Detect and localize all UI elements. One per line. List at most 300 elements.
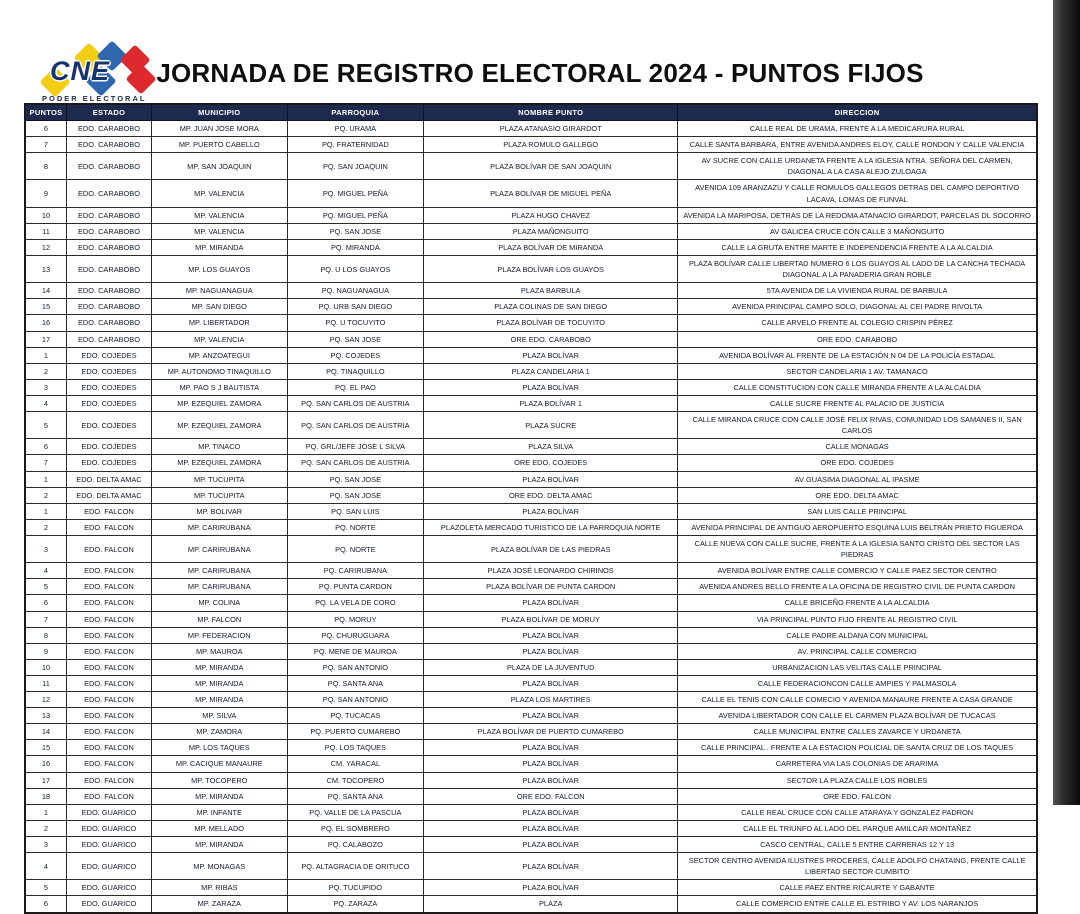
table-row — [25, 675, 1037, 691]
puntos-fijos-table — [24, 103, 1038, 914]
table-row — [25, 439, 1037, 455]
cell-parroquia: PQ. MIRANDA — [287, 239, 424, 255]
cell-parroquia: PQ. SANTA ANA — [287, 675, 424, 691]
cell-puntos: 10 — [25, 207, 66, 223]
table-row — [25, 595, 1037, 611]
cell-municipio: MP. ZARAZA — [151, 896, 287, 913]
cell-direccion: ORE EDO. COJEDES — [678, 455, 1037, 471]
cell-direccion: AVENIDA ANDRES BELLO FRENTE A LA OFICINA DE REGISTRO CIVIL DE PUNTA CARDON — [678, 579, 1037, 595]
cell-nombre-punto: ORE EDO. COJEDES — [424, 455, 678, 471]
table-row — [25, 255, 1037, 282]
cell-parroquia: PQ. MORUY — [287, 611, 424, 627]
cell-estado: EDO. DELTA AMAC — [66, 487, 151, 503]
cell-nombre-punto: PLAZA BOLÍVAR — [424, 756, 678, 772]
cell-municipio: MP. RIBAS — [151, 880, 287, 896]
table-row — [25, 503, 1037, 519]
cell-direccion: AVENIDA BOLÍVAR AL FRENTE DE LA ESTACIÓN N 04 DE LA POLICÍA ESTADAL — [678, 347, 1037, 363]
cell-nombre-punto: PLAZA HUGO CHAVEZ — [424, 207, 678, 223]
cell-municipio: MP. VALENCIA — [151, 180, 287, 207]
cell-direccion: SECTOR LA PLAZA CALLE LOS ROBLES — [678, 772, 1037, 788]
cell-nombre-punto: PLAZA BOLÍVAR — [424, 708, 678, 724]
cell-municipio: MP. MIRANDA — [151, 659, 287, 675]
cell-municipio: MP. VALENCIA — [151, 223, 287, 239]
table-row — [25, 837, 1037, 853]
cell-puntos: 1 — [25, 503, 66, 519]
cell-parroquia: PQ. EL PAO — [287, 379, 424, 395]
table-row — [25, 708, 1037, 724]
cell-estado: EDO. CARABOBO — [66, 121, 151, 137]
cell-direccion: CALLE NUEVA CON CALLE SUCRE, FRENTE A LA IGLESIA SANTO CRISTO DEL SECTOR LAS PIEDRAS — [678, 535, 1037, 562]
cell-estado: EDO. CARABOBO — [66, 239, 151, 255]
cell-parroquia: PQ. GRL/JEFE JOSE L SILVA — [287, 439, 424, 455]
cell-municipio: MP. CARIRUBANA — [151, 519, 287, 535]
cell-parroquia: PQ. VALLE DE LA PASCUA — [287, 804, 424, 820]
cell-direccion: AVENIDA LIBERTADOR CON CALLE EL CARMEN PLAZA BOLÍVAR DE TUCACAS — [678, 708, 1037, 724]
cell-estado: EDO. CARABOBO — [66, 207, 151, 223]
cell-direccion: AV GUASIMA DIAGONAL AL IPASME — [678, 471, 1037, 487]
table-row — [25, 239, 1037, 255]
cell-puntos: 2 — [25, 519, 66, 535]
cell-puntos: 8 — [25, 153, 66, 180]
cell-direccion: CALLE SANTA BARBARA, ENTRE AVENIDA ANDRES ELOY, CALLE RONDON Y CALLE VALENCIA — [678, 137, 1037, 153]
cell-estado: EDO. GUARICO — [66, 880, 151, 896]
cell-parroquia: PQ. U TOCUYITO — [287, 315, 424, 331]
cell-nombre-punto: PLAZA MAÑONGUITO — [424, 223, 678, 239]
cell-nombre-punto: PLAZA SILVA — [424, 439, 678, 455]
cell-parroquia: PQ. COJEDES — [287, 347, 424, 363]
table-row — [25, 153, 1037, 180]
table-row — [25, 740, 1037, 756]
cell-municipio: MP. VALENCIA — [151, 331, 287, 347]
cell-estado: EDO. FALCON — [66, 708, 151, 724]
cell-municipio: MP. SAN DIEGO — [151, 299, 287, 315]
cell-parroquia: PQ. TUCACAS — [287, 708, 424, 724]
table-row — [25, 692, 1037, 708]
cell-nombre-punto: PLAZA SUCRE — [424, 412, 678, 439]
cell-parroquia: PQ. TINAQUILLO — [287, 363, 424, 379]
table-row — [25, 299, 1037, 315]
cell-nombre-punto: PLAZA DE LA JUVENTUD — [424, 659, 678, 675]
cell-parroquia: PQ. NORTE — [287, 535, 424, 562]
cell-estado: EDO. CARABOBO — [66, 153, 151, 180]
cell-nombre-punto: PLAZA BOLÍVAR — [424, 837, 678, 853]
cell-nombre-punto: PLAZA BOLÍVAR DE MIRANDA — [424, 239, 678, 255]
cell-municipio: MP. SAN JOAQUIN — [151, 153, 287, 180]
cell-parroquia: PQ. NORTE — [287, 519, 424, 535]
cell-direccion: SECTOR CENTRO AVENIDA ILUSTRES PROCERES, CALLE ADOLFO CHATAING, FRENTE CALLE LIBERTAD SECTOR CUMBITO — [678, 853, 1037, 880]
cne-logo-text: CNE — [50, 56, 111, 86]
table-row — [25, 535, 1037, 562]
cell-estado: EDO. COJEDES — [66, 455, 151, 471]
cell-parroquia: PQ. MIGUEL PEÑA — [287, 207, 424, 223]
cell-parroquia: PQ. CARIRUBANA — [287, 563, 424, 579]
cell-estado: EDO. GUARICO — [66, 853, 151, 880]
cell-municipio: MP. CACIQUE MANAURE — [151, 756, 287, 772]
cell-municipio: MP. AUTONOMO TINAQUILLO — [151, 363, 287, 379]
cell-estado: EDO. FALCON — [66, 788, 151, 804]
table-row — [25, 519, 1037, 535]
cell-municipio: MP. PAO S J BAUTISTA — [151, 379, 287, 395]
cell-direccion: AVENIDA 109 ARANZAZU Y CALLE ROMULOS GALLEGOS DETRAS DEL CAMPO DEPORTIVO LACAVA, LOMAS DE FUNVAL — [678, 180, 1037, 207]
cell-direccion: CALLE REAL DE URAMA, FRENTE A LA MEDICARURA RURAL — [678, 121, 1037, 137]
cell-nombre-punto: ORE EDO. DELTA AMAC — [424, 487, 678, 503]
cell-direccion: ORE EDO. CARABOBO — [678, 331, 1037, 347]
cell-puntos: 6 — [25, 595, 66, 611]
cell-direccion: AV GALICEA CRUCE CON CALLE 3 MAÑONGUITO — [678, 223, 1037, 239]
cell-estado: EDO. CARABOBO — [66, 331, 151, 347]
cell-direccion: CALLE MIRANDA CRUCE CON CALLE JOSÉ FELIX RIVAS, COMUNIDAD LOS SAMANES II, SAN CARLOS — [678, 412, 1037, 439]
cell-puntos: 12 — [25, 692, 66, 708]
cell-parroquia: PQ. SANTA ANA — [287, 788, 424, 804]
cell-parroquia: PQ. SAN JOSE — [287, 331, 424, 347]
cell-estado: EDO. GUARICO — [66, 820, 151, 836]
cell-puntos: 7 — [25, 137, 66, 153]
cell-puntos: 1 — [25, 804, 66, 820]
table-row — [25, 643, 1037, 659]
cell-municipio: MP. MIRANDA — [151, 788, 287, 804]
cell-municipio: MP. MAUROA — [151, 643, 287, 659]
table-row — [25, 627, 1037, 643]
cell-nombre-punto: PLAZA BOLÍVAR — [424, 643, 678, 659]
cell-puntos: 14 — [25, 283, 66, 299]
table-row — [25, 804, 1037, 820]
cell-nombre-punto: PLAZA BOLÍVAR — [424, 627, 678, 643]
cell-direccion: CALLE CONSTITUCION CON CALLE MIRANDA FRENTE A LA ALCALDIA — [678, 379, 1037, 395]
table-row — [25, 880, 1037, 896]
cell-parroquia: PQ. ALTAGRACIA DE ORITUCO — [287, 853, 424, 880]
cell-municipio: MP. COLINA — [151, 595, 287, 611]
cell-direccion: SECTOR CANDELARIA 1 AV. TAMANACO — [678, 363, 1037, 379]
cell-direccion: CALLE ARVELO FRENTE AL COLEGIO CRISPIN PÉREZ — [678, 315, 1037, 331]
cell-nombre-punto: PLAZA JOSÉ LEONARDO CHIRINOS — [424, 563, 678, 579]
table-row — [25, 772, 1037, 788]
table-row — [25, 756, 1037, 772]
cell-nombre-punto: PLAZA BOLÍVAR DE SAN JOAQUIN — [424, 153, 678, 180]
cell-puntos: 2 — [25, 820, 66, 836]
cell-municipio: MP. FALCON — [151, 611, 287, 627]
cell-puntos: 2 — [25, 487, 66, 503]
cell-estado: EDO. FALCON — [66, 724, 151, 740]
cell-puntos: 10 — [25, 659, 66, 675]
cell-estado: EDO. FALCON — [66, 579, 151, 595]
cell-direccion: ORE EDO. DELTA AMAC — [678, 487, 1037, 503]
cell-parroquia: PQ. MIGUEL PEÑA — [287, 180, 424, 207]
cell-estado: EDO. FALCON — [66, 595, 151, 611]
cell-estado: EDO. FALCON — [66, 611, 151, 627]
cell-puntos: 16 — [25, 315, 66, 331]
cell-nombre-punto: ORE EDO. FALCON — [424, 788, 678, 804]
cell-estado: EDO. COJEDES — [66, 363, 151, 379]
cell-parroquia: PQ. CALABOZO — [287, 837, 424, 853]
cell-parroquia: PQ. EL SOMBRERO — [287, 820, 424, 836]
cell-puntos: 3 — [25, 379, 66, 395]
cell-puntos: 14 — [25, 724, 66, 740]
cell-municipio: MP. MELLADO — [151, 820, 287, 836]
cell-estado: EDO. FALCON — [66, 535, 151, 562]
cell-nombre-punto: PLAZA CANDELARIA 1 — [424, 363, 678, 379]
cell-estado: EDO. FALCON — [66, 519, 151, 535]
cell-direccion: AVENIDA PRINCIPAL DE ANTIGUO AEROPUERTO ESQUINA LUIS BELTRÁN PRIETO FIGUEROA — [678, 519, 1037, 535]
cell-estado: EDO. CARABOBO — [66, 137, 151, 153]
table-row — [25, 395, 1037, 411]
cell-estado: EDO. FALCON — [66, 675, 151, 691]
cell-parroquia: CM. YARACAL — [287, 756, 424, 772]
cell-direccion: CARRETERA VIA LAS COLONIAS DE ARARIMA — [678, 756, 1037, 772]
cell-municipio: MP. PUERTO CABELLO — [151, 137, 287, 153]
cell-nombre-punto: PLAZA ROMULO GALLEGO — [424, 137, 678, 153]
cell-estado: EDO. CARABOBO — [66, 283, 151, 299]
cell-puntos: 12 — [25, 239, 66, 255]
cell-parroquia: PQ. LA VELA DE CORO — [287, 595, 424, 611]
cell-puntos: 4 — [25, 395, 66, 411]
cell-puntos: 15 — [25, 299, 66, 315]
cell-puntos: 6 — [25, 121, 66, 137]
cell-puntos: 9 — [25, 180, 66, 207]
table-row — [25, 471, 1037, 487]
cell-municipio: MP. MIRANDA — [151, 692, 287, 708]
cell-parroquia: PQ. SAN CARLOS DE AUSTRIA — [287, 395, 424, 411]
cell-direccion: CASCO CENTRAL, CALLE 5 ENTRE CARRERAS 12 Y 13 — [678, 837, 1037, 853]
cell-nombre-punto: PLAZA BOLÍVAR DE PUNTA CARDON — [424, 579, 678, 595]
cell-estado: EDO. COJEDES — [66, 379, 151, 395]
cell-puntos: 1 — [25, 471, 66, 487]
cell-nombre-punto: ORE EDO. CARABOBO — [424, 331, 678, 347]
cell-nombre-punto: PLAZA BOLÍVAR — [424, 379, 678, 395]
cell-nombre-punto: PLAZA BOLÍVAR 1 — [424, 395, 678, 411]
cell-estado: EDO. FALCON — [66, 692, 151, 708]
cell-municipio: MP. VALENCIA — [151, 207, 287, 223]
table-row — [25, 724, 1037, 740]
table-row — [25, 853, 1037, 880]
cne-logo-subtext: PODER ELECTORAL — [42, 94, 147, 103]
cell-municipio: MP. TUCUPITA — [151, 471, 287, 487]
cell-nombre-punto: PLAZA BOLÍVAR — [424, 471, 678, 487]
cell-puntos: 5 — [25, 579, 66, 595]
table-row — [25, 659, 1037, 675]
cell-parroquia: PQ. SAN ANTONIO — [287, 692, 424, 708]
column-header-puntos: PUNTOS — [25, 104, 66, 121]
cell-parroquia: PQ. SAN JOAQUIN — [287, 153, 424, 180]
table-row — [25, 207, 1037, 223]
page-title: JORNADA DE REGISTRO ELECTORAL 2024 - PUNTOS FIJOS — [156, 58, 924, 88]
cell-direccion: VIA PRINCIPAL PUNTO FIJO FRENTE AL REGISTRO CIVIL — [678, 611, 1037, 627]
cell-municipio: MP. MIRANDA — [151, 239, 287, 255]
table-row — [25, 121, 1037, 137]
table-row — [25, 563, 1037, 579]
cell-direccion: AV. PRINCIPAL CALLE COMERCIO — [678, 643, 1037, 659]
table-body — [25, 121, 1037, 913]
cell-parroquia: PQ. SAN JOSE — [287, 471, 424, 487]
cell-direccion: URBANIZACION LAS VELITAS CALLE PRINCIPAL — [678, 659, 1037, 675]
cell-direccion: 5TA AVENIDA DE LA VIVIENDA RURAL DE BARBULA — [678, 283, 1037, 299]
cell-municipio: MP. LOS TAQUES — [151, 740, 287, 756]
cell-direccion: ORE EDO. FALCON — [678, 788, 1037, 804]
cell-puntos: 7 — [25, 611, 66, 627]
cell-estado: EDO. COJEDES — [66, 395, 151, 411]
table-row — [25, 487, 1037, 503]
cell-parroquia: PQ. ZARAZA — [287, 896, 424, 913]
cell-parroquia: PQ. SAN JOSE — [287, 223, 424, 239]
cell-puntos: 15 — [25, 740, 66, 756]
cell-nombre-punto: PLAZA LOS MARTIRES — [424, 692, 678, 708]
cell-estado: EDO. FALCON — [66, 740, 151, 756]
cell-nombre-punto: PLAZA BOLÍVAR DE MORUY — [424, 611, 678, 627]
cell-nombre-punto: PLAZA BOLÍVAR — [424, 675, 678, 691]
cell-municipio: MP. CARIRUBANA — [151, 535, 287, 562]
cell-municipio: MP. SILVA — [151, 708, 287, 724]
cell-direccion: AV SUCRE CON CALLE URDANETA FRENTE A LA IGLESIA NTRA. SEÑORA DEL CARMEN, DIAGONAL A LA CASA ALEJO ZULOAGA — [678, 153, 1037, 180]
cell-parroquia: PQ. CHURUGUARA — [287, 627, 424, 643]
cell-estado: EDO. FALCON — [66, 643, 151, 659]
cell-puntos: 5 — [25, 412, 66, 439]
cell-estado: EDO. GUARICO — [66, 837, 151, 853]
table-row — [25, 363, 1037, 379]
cell-nombre-punto: PLAZA — [424, 896, 678, 913]
cell-direccion: CALLE PAEZ ENTRE RICAURTE Y GABANTE — [678, 880, 1037, 896]
cell-nombre-punto: PLAZA BOLÍVAR DE LAS PIEDRAS — [424, 535, 678, 562]
table-row — [25, 331, 1037, 347]
cell-direccion: CALLE COMERCIO ENTRE CALLE EL ESTRIBO Y AV. LOS NARANJOS — [678, 896, 1037, 913]
cell-estado: EDO. CARABOBO — [66, 299, 151, 315]
cell-estado: EDO. CARABOBO — [66, 255, 151, 282]
cell-puntos: 2 — [25, 363, 66, 379]
cell-estado: EDO. DELTA AMAC — [66, 471, 151, 487]
column-header-estado: ESTADO — [66, 104, 151, 121]
cell-puntos: 4 — [25, 563, 66, 579]
column-header-nombre-punto: NOMBRE PUNTO — [424, 104, 678, 121]
cell-parroquia: PQ. SAN CARLOS DE AUSTRIA — [287, 455, 424, 471]
cell-direccion: CALLE REAL CRUCE CON CALLE ATARAYA Y GONZALEZ PADRON — [678, 804, 1037, 820]
cell-puntos: 5 — [25, 880, 66, 896]
cell-municipio: MP. BOLIVAR — [151, 503, 287, 519]
table-row — [25, 579, 1037, 595]
cell-municipio: MP. EZEQUIEL ZAMORA — [151, 412, 287, 439]
column-header-municipio: MUNICIPIO — [151, 104, 287, 121]
column-header-direccion: DIRECCION — [678, 104, 1037, 121]
cell-puntos: 11 — [25, 223, 66, 239]
cell-municipio: MP. TINACO — [151, 439, 287, 455]
cell-parroquia: PQ. PUNTA CARDON — [287, 579, 424, 595]
cell-direccion: CALLE FEDERACIONCON CALLE AMPIES Y PALMASOLA — [678, 675, 1037, 691]
cell-municipio: MP. MIRANDA — [151, 675, 287, 691]
cell-direccion: AVENIDA PRINCIPAL CAMPO SOLO, DIAGONAL AL CEI PADRE RIVOLTA — [678, 299, 1037, 315]
cell-puntos: 13 — [25, 255, 66, 282]
cell-parroquia: PQ. PUERTO CUMAREBO — [287, 724, 424, 740]
cell-nombre-punto: PLAZA BOLÍVAR — [424, 820, 678, 836]
cell-estado: EDO. COJEDES — [66, 412, 151, 439]
cell-parroquia: PQ. LOS TAQUES — [287, 740, 424, 756]
cell-municipio: MP. INFANTE — [151, 804, 287, 820]
cell-estado: EDO. CARABOBO — [66, 180, 151, 207]
table-header — [25, 104, 1037, 121]
cell-estado: EDO. COJEDES — [66, 439, 151, 455]
cell-direccion: CALLE PRINCIPAL . FRENTE A LA ESTACION POLICIAL DE SANTA CRUZ DE LOS TAQUES — [678, 740, 1037, 756]
cell-municipio: MP. JUAN JOSE MORA — [151, 121, 287, 137]
cell-direccion: CALLE SUCRE FRENTE AL PALACIO DE JUSTICIA — [678, 395, 1037, 411]
cell-parroquia: PQ. SAN JOSE — [287, 487, 424, 503]
cell-nombre-punto: PLAZA BOLÍVAR LOS GUAYOS — [424, 255, 678, 282]
cell-puntos: 6 — [25, 896, 66, 913]
cell-puntos: 13 — [25, 708, 66, 724]
cell-parroquia: CM. TOCOPERO — [287, 772, 424, 788]
cell-municipio: MP. EZEQUIEL ZAMORA — [151, 395, 287, 411]
cell-puntos: 4 — [25, 853, 66, 880]
cell-direccion: AVENIDA BOLÍVAR ENTRE CALLE COMERCIO Y CALLE PAEZ SECTOR CENTRO — [678, 563, 1037, 579]
cell-direccion: CALLE PADRE ALDANA CON MUNICIPAL — [678, 627, 1037, 643]
cell-parroquia: PQ. TUCUPIDO — [287, 880, 424, 896]
cell-puntos: 7 — [25, 455, 66, 471]
cell-puntos: 3 — [25, 837, 66, 853]
cell-estado: EDO. FALCON — [66, 756, 151, 772]
table-row — [25, 283, 1037, 299]
cell-puntos: 11 — [25, 675, 66, 691]
cell-estado: EDO. FALCON — [66, 563, 151, 579]
table-row — [25, 412, 1037, 439]
cell-municipio: MP. TUCUPITA — [151, 487, 287, 503]
cell-puntos: 8 — [25, 627, 66, 643]
cell-nombre-punto: PLAZOLETA MERCADO TURISTICO DE LA PARROQUIA NORTE — [424, 519, 678, 535]
cell-direccion: CALLE MUNICIPAL ENTRE CALLES ZAVARCE Y URDANETA — [678, 724, 1037, 740]
cell-municipio: MP. MIRANDA — [151, 837, 287, 853]
table-row — [25, 180, 1037, 207]
cell-estado: EDO. COJEDES — [66, 347, 151, 363]
cell-nombre-punto: PLAZA BARBULA — [424, 283, 678, 299]
cell-municipio: MP. ZAMORA — [151, 724, 287, 740]
cell-direccion: AVENIDA LA MARIPOSA, DETRAS DE LA REDOMA ATANACIO GIRARDOT, PARCELAS DL SOCORRO — [678, 207, 1037, 223]
cell-direccion: PLAZA BOLÍVAR CALLE LIBERTAD NUMERO 6 LOS GUAYOS AL LADO DE LA CANCHA TECHADA DIAGONAL A LA PANADERIA GRAN ROBLE — [678, 255, 1037, 282]
cell-estado: EDO. FALCON — [66, 772, 151, 788]
cell-nombre-punto: PLAZA BOLÍVAR — [424, 772, 678, 788]
table-row — [25, 347, 1037, 363]
cell-nombre-punto: PLAZA BOLÍVAR — [424, 880, 678, 896]
cell-estado: EDO. GUARICO — [66, 896, 151, 913]
cell-estado: EDO. CARABOBO — [66, 223, 151, 239]
cell-direccion: CALLE EL TENIS CON CALLE COMECIO Y AVENIDA MANAURE FRENTE A CASA GRANDE — [678, 692, 1037, 708]
cell-nombre-punto: PLAZA BOLÍVAR — [424, 740, 678, 756]
table-row — [25, 820, 1037, 836]
cell-parroquia: PQ. FRATERNIDAD — [287, 137, 424, 153]
cell-parroquia: PQ. U LOS GUAYOS — [287, 255, 424, 282]
cell-nombre-punto: PLAZA BOLÍVAR — [424, 595, 678, 611]
cell-parroquia: PQ. URAMA — [287, 121, 424, 137]
cell-puntos: 17 — [25, 772, 66, 788]
cell-municipio: MP. FEDERACION — [151, 627, 287, 643]
cell-puntos: 3 — [25, 535, 66, 562]
cell-municipio: MP. NAGUANAGUA — [151, 283, 287, 299]
cell-puntos: 16 — [25, 756, 66, 772]
cell-puntos: 9 — [25, 643, 66, 659]
cell-nombre-punto: PLAZA BOLÍVAR DE TOCUYITO — [424, 315, 678, 331]
cell-direccion: CALLE MONAGAS — [678, 439, 1037, 455]
table-row — [25, 611, 1037, 627]
cell-estado: EDO. GUARICO — [66, 804, 151, 820]
cell-parroquia: PQ. SAN CARLOS DE AUSTRIA — [287, 412, 424, 439]
cell-nombre-punto: PLAZA BOLÍVAR — [424, 503, 678, 519]
cell-direccion: SAN LUIS CALLE PRINCIPAL — [678, 503, 1037, 519]
photo-edge-strip — [1053, 0, 1080, 805]
cell-parroquia: PQ. SAN ANTONIO — [287, 659, 424, 675]
cell-puntos: 17 — [25, 331, 66, 347]
table-row — [25, 223, 1037, 239]
table-row — [25, 788, 1037, 804]
table-row — [25, 137, 1037, 153]
cell-direccion: CALLE EL TRIUNFO AL LADO DEL PARQUE AMILCAR MONTAÑEZ — [678, 820, 1037, 836]
cell-direccion: CALLE BRICEÑO FRENTE A LA ALCALDIA — [678, 595, 1037, 611]
cell-nombre-punto: PLAZA COLINAS DE SAN DIEGO — [424, 299, 678, 315]
cell-puntos: 18 — [25, 788, 66, 804]
cell-nombre-punto: PLAZA BOLÍVAR — [424, 853, 678, 880]
cell-parroquia: PQ. NAGUANAGUA — [287, 283, 424, 299]
